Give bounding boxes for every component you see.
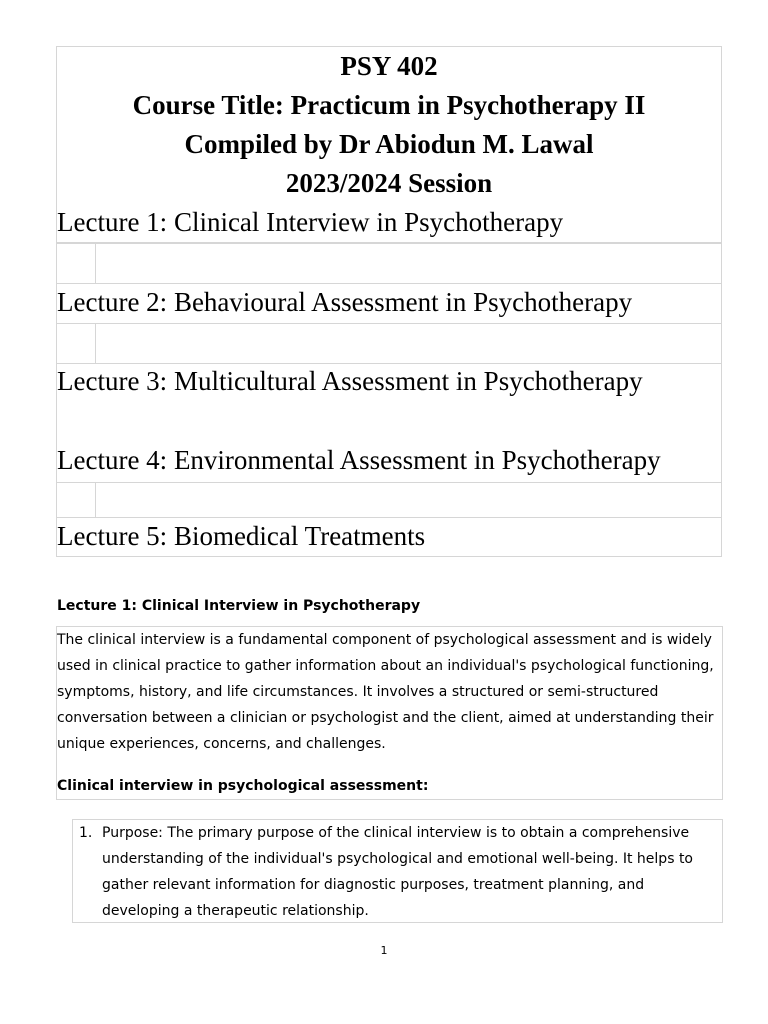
session: 2023/2024 Session (285, 168, 493, 198)
table-row-empty (56, 482, 722, 518)
lecture-5-heading: Lecture 5: Biomedical Treatments (57, 521, 426, 551)
compiled-by: Compiled by Dr Abiodun M. Lawal (184, 129, 594, 159)
intro-paragraph: The clinical interview is a fundamental component of psychological assessment and is widely used in clinical practice to gather information about an individual's psychological functioning, symptoms, history, and life circumstances. It involves a structured or semi-structured conversation between a clinician or psychologist and the client, aimed at understanding their unique experiences, concerns, and challenges. (57, 632, 714, 752)
section-title: Lecture 1: Clinical Interview in Psychotherapy (57, 598, 421, 614)
list-item-number: 1. (79, 825, 93, 841)
lecture-1-heading: Lecture 1: Clinical Interview in Psychotherapy (57, 207, 564, 237)
course-code: PSY 402 (340, 51, 438, 81)
lecture-3-heading: Lecture 3: Multicultural Assessment in Psychotherapy (57, 366, 643, 396)
table-row-empty (56, 243, 722, 284)
table-cell-divider (95, 483, 96, 517)
list-item: Purpose: The primary purpose of the clinical interview is to obtain a comprehensive understanding of the individual's psychological and emotional well-being. It helps to gather relevant information for diagnostic purposes, treatment planning, and developing a therapeutic relationship. (102, 825, 693, 919)
table-cell-divider (95, 244, 96, 283)
course-title: Course Title: Practicum in Psychotherapy II (132, 90, 646, 120)
lecture-4-heading: Lecture 4: Environmental Assessment in Psychotherapy (57, 445, 661, 475)
subheading: Clinical interview in psychological assessment: (57, 778, 429, 794)
page-number: 1 (380, 944, 388, 957)
lecture-2-heading: Lecture 2: Behavioural Assessment in Psychotherapy (57, 287, 633, 317)
table-cell-divider (95, 324, 96, 363)
table-row-empty (56, 323, 722, 364)
